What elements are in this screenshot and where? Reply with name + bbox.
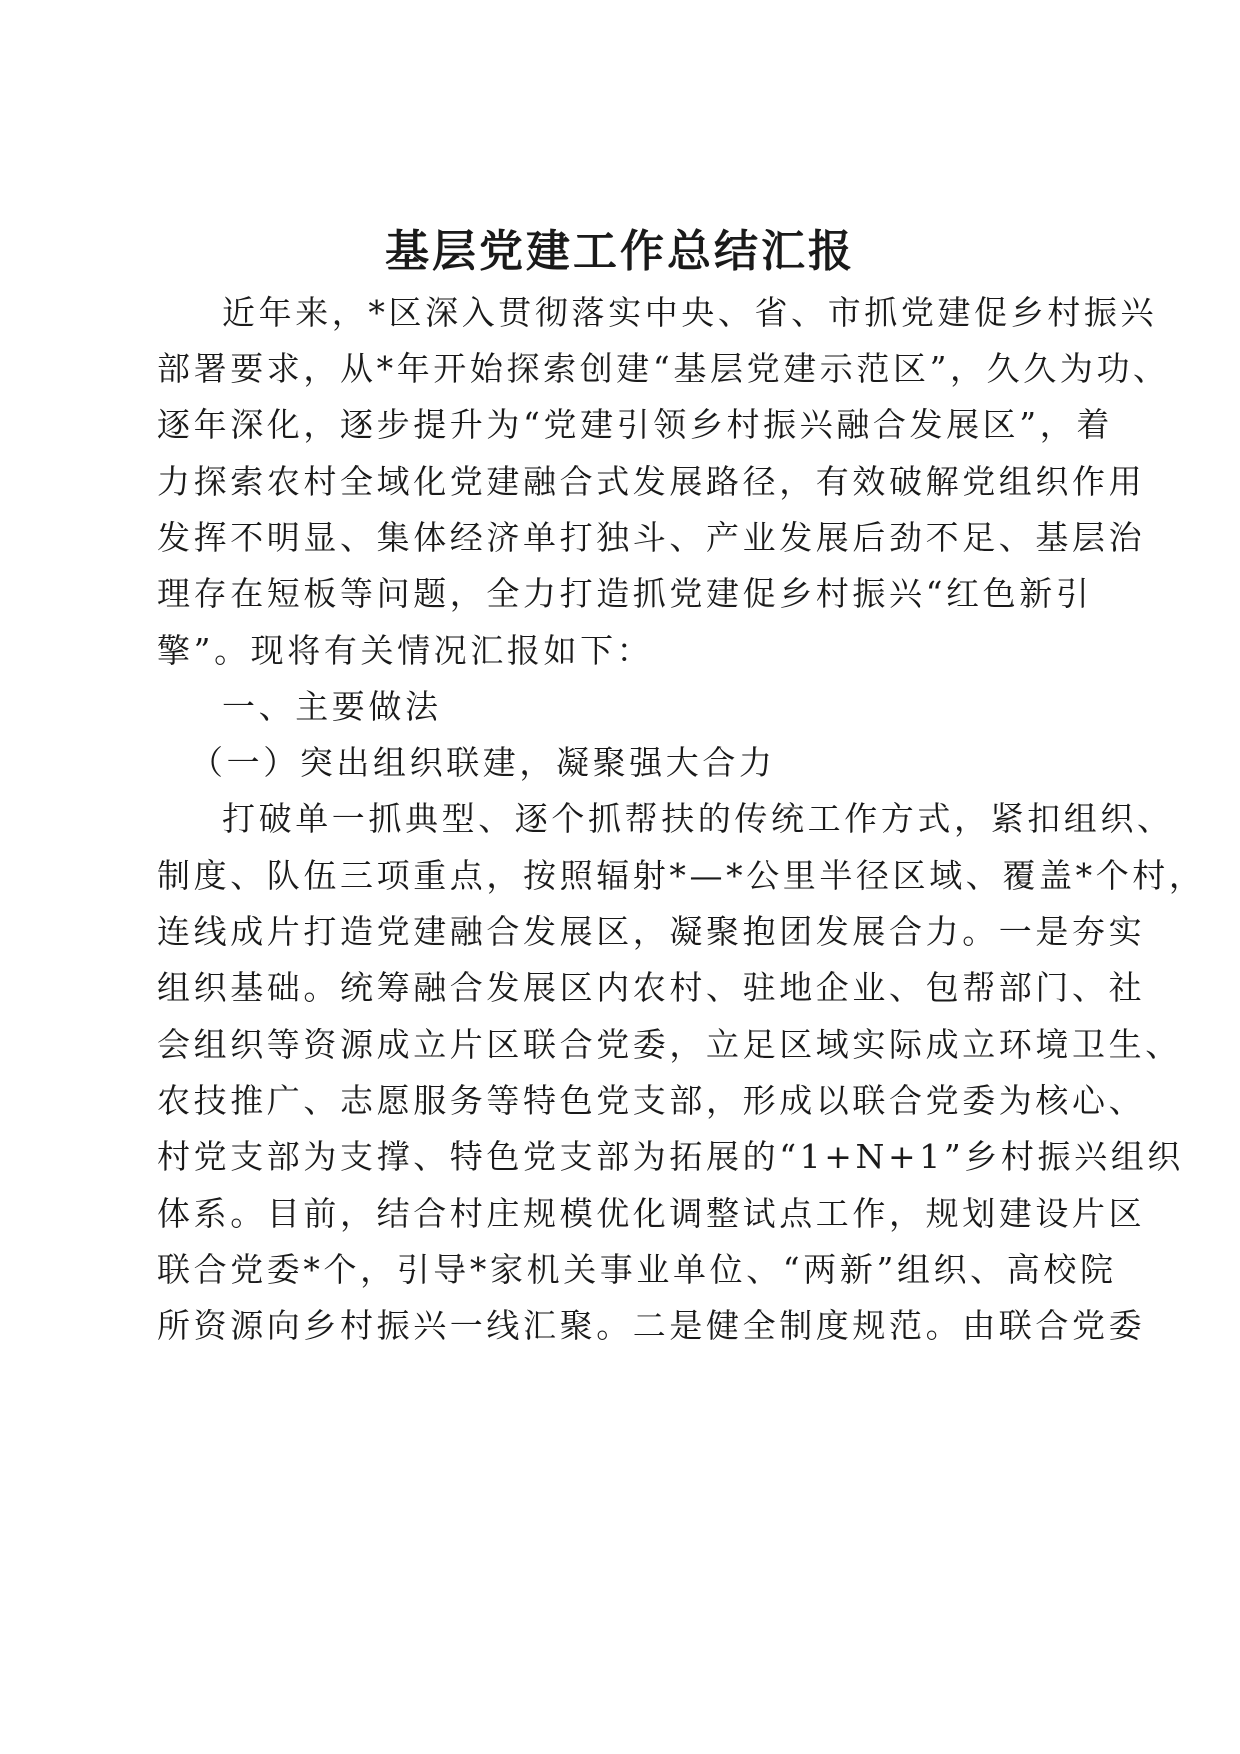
paragraph-line: 逐年深化，逐步提升为“党建引领乡村振兴融合发展区”，着 xyxy=(157,405,1113,444)
paragraph-line: 体系。目前，结合村庄规模优化调整试点工作，规划建设片区 xyxy=(157,1194,1146,1233)
paragraph-line: 连线成片打造党建融合发展区，凝聚抱团发展合力。一是夯实 xyxy=(157,912,1146,951)
paragraph-line: 打破单一抓典型、逐个抓帮扶的传统工作方式，紧扣组织、 xyxy=(222,799,1174,838)
paragraph-line: 所资源向乡村振兴一线汇聚。二是健全制度规范。由联合党委 xyxy=(157,1306,1146,1345)
paragraph-line: 近年来，*区深入贯彻落实中央、省、市抓党建促乡村振兴 xyxy=(222,293,1158,332)
section-heading: 一、主要做法 xyxy=(222,687,442,726)
paragraph-line: 部署要求，从*年开始探索创建“基层党建示范区”，久久为功、 xyxy=(157,349,1170,388)
paragraph-line: 会组织等资源成立片区联合党委，立足区域实际成立环境卫生、 xyxy=(157,1025,1182,1064)
paragraph-line: 组织基础。统筹融合发展区内农村、驻地企业、包帮部门、社 xyxy=(157,968,1146,1007)
paragraph-line: 制度、队伍三项重点，按照辐射*—*公里半径区域、覆盖*个村， xyxy=(157,856,1206,895)
paragraph-line: 力探索农村全域化党建融合式发展路径，有效破解党组织作用 xyxy=(157,462,1146,501)
paragraph-line: 擎”。现将有关情况汇报如下： xyxy=(157,631,654,670)
document-title: 基层党建工作总结汇报 xyxy=(385,226,855,277)
paragraph-line: 农技推广、志愿服务等特色党支部，形成以联合党委为核心、 xyxy=(157,1081,1146,1120)
subsection-heading: （一）突出组织联建，凝聚强大合力 xyxy=(190,743,776,782)
paragraph-line: 发挥不明显、集体经济单打独斗、产业发展后劲不足、基层治 xyxy=(157,518,1146,557)
paragraph-line: 联合党委*个，引导*家机关事业单位、“两新”组织、高校院 xyxy=(157,1250,1117,1289)
paragraph-line: 村党支部为支撑、特色党支部为拓展的“1+N+1”乡村振兴组织 xyxy=(157,1137,1184,1176)
paragraph-line: 理存在短板等问题，全力打造抓党建促乡村振兴“红色新引 xyxy=(157,574,1093,613)
